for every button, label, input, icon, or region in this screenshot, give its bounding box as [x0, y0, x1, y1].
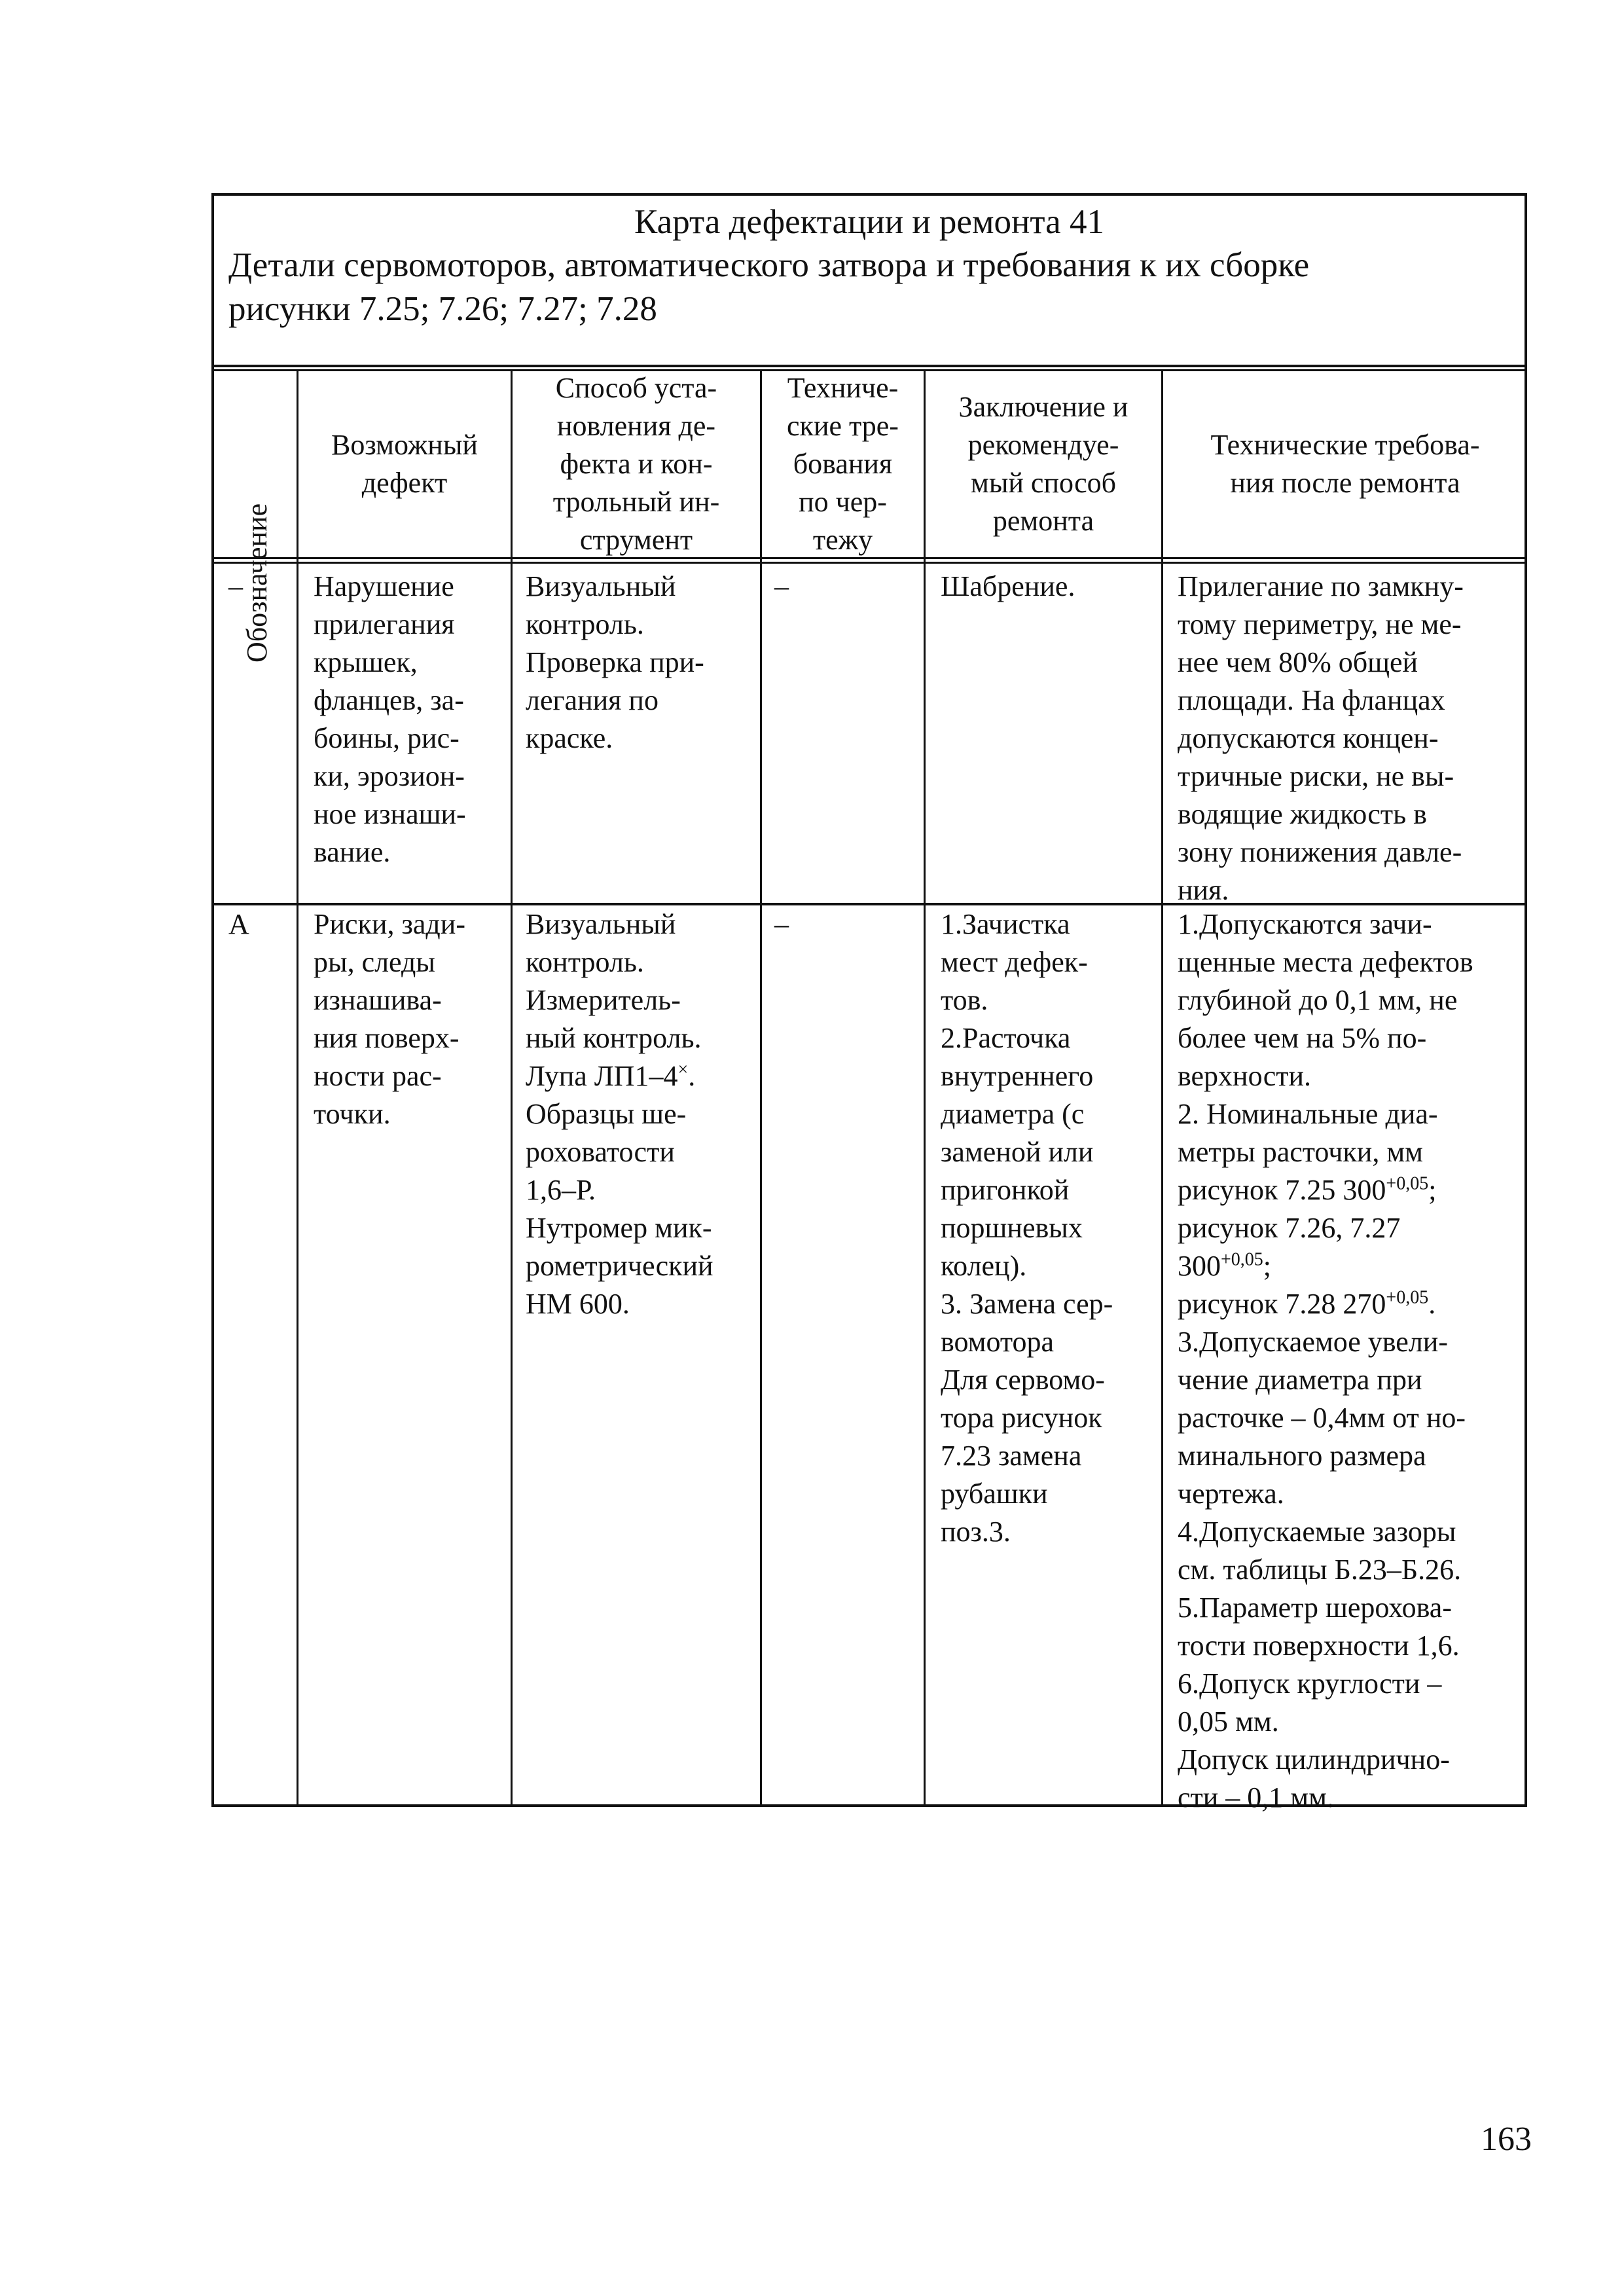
- header-after-repair: Технические требова- ния после ремонта: [1210, 429, 1480, 499]
- card-header: [214, 196, 1525, 369]
- card-subtitle: Детали сервомоторов, автоматического затвора и требования к их сборке: [228, 246, 1310, 284]
- header-drawing-requirements: Техниче- ские тре- бования по чер- тежу: [787, 372, 899, 556]
- row2-method: Визуальный контроль. Измеритель- ный контроль. Лупа ЛП1–4×. Образцы ше- роховатости 1,6–Р. Нутромер мик- рометрический НМ 600.: [526, 908, 713, 1320]
- column-rule: [760, 369, 762, 1807]
- header-method: Способ уста- новления де- фекта и кон- трольный ин- струмент: [552, 372, 720, 556]
- magnifier-line: Лупа ЛП1–4×.: [526, 1059, 696, 1092]
- header-designation: Обозначение: [241, 503, 273, 663]
- row2-after-repair: 1.Допускаются зачи- щенные места дефектов глубиной до 0,1 мм, не более чем на 5% по- верхности. 2. Номинальные диа- метры расточки, мм рисунок 7.25 $300^{+0,05}$; рисунок 7.26, 7.27 $300^{+0,05}$; рисунок 7.28 $270^{+0,05}$. 3.Допускаемое увели- чение диаметра при расточке – 0,4мм от но- минального размера чертежа. 4.Допускаемые зазоры см. таблицы Б.23–Б.26. 5.Параметр шерохова- тости поверхности 1,6. 6.Допуск круглости – 0,05 мм. Допуск цилиндрично- сти – 0,1 мм.: [1178, 908, 1473, 1813]
- row2-designation: А: [228, 908, 249, 940]
- dimension-line: рисунок 7.25 $300^{+0,05}$;: [1178, 1173, 1437, 1206]
- row1-after-repair: Прилегание по замкну- тому периметру, не ме- нее чем 80% общей площади. На фланцах допускаются концен- тричные риски, не вы- водящие жидкость в зону понижения давле- ния.: [1178, 570, 1464, 906]
- dimension-line: рисунок 7.28 $270^{+0,05}$.: [1178, 1287, 1436, 1320]
- header-separator: [214, 365, 1525, 367]
- column-header-bottom-double: [214, 562, 1525, 564]
- row2-conclusion: 1.Зачистка мест дефек- тов. 2.Расточка внутреннего диаметра (с заменой или пригонкой поршневых колец). 3. Замена сер- вомотора Для сервомо- тора рисунок 7.23 замена рубашки поз.3.: [941, 908, 1113, 1548]
- column-rule: [1161, 369, 1163, 1807]
- header-conclusion: Заключение и рекомендуе- мый способ ремонта: [958, 391, 1128, 537]
- column-rule: [924, 369, 926, 1807]
- row1-designation: –: [228, 570, 243, 602]
- row1-conclusion: Шабрение.: [941, 570, 1075, 602]
- row1-drawing-requirements: –: [774, 570, 789, 602]
- column-rule: [297, 369, 298, 1807]
- card-figures: рисунки 7.25; 7.26; 7.27; 7.28: [228, 290, 657, 328]
- column-rule: [511, 369, 513, 1807]
- page-number: 163: [1481, 2121, 1532, 2158]
- row2-defect: Риски, зади- ры, следы изнашива- ния поверх- ности рас- точки.: [314, 908, 465, 1130]
- defect-repair-card: [211, 193, 1527, 1813]
- card-title: Карта дефектации и ремонта 41: [634, 203, 1104, 241]
- row1-method: Визуальный контроль. Проверка при- легания по краске.: [526, 570, 704, 754]
- header-defect: Возможный дефект: [331, 429, 478, 499]
- row1-defect: Нарушение прилегания крышек, фланцев, за- боины, рис- ки, эрозион- ное изнаши- вание.: [314, 570, 466, 868]
- dimension-line: $300^{+0,05}$;: [1178, 1249, 1272, 1282]
- row2-drawing-requirements: –: [774, 908, 789, 940]
